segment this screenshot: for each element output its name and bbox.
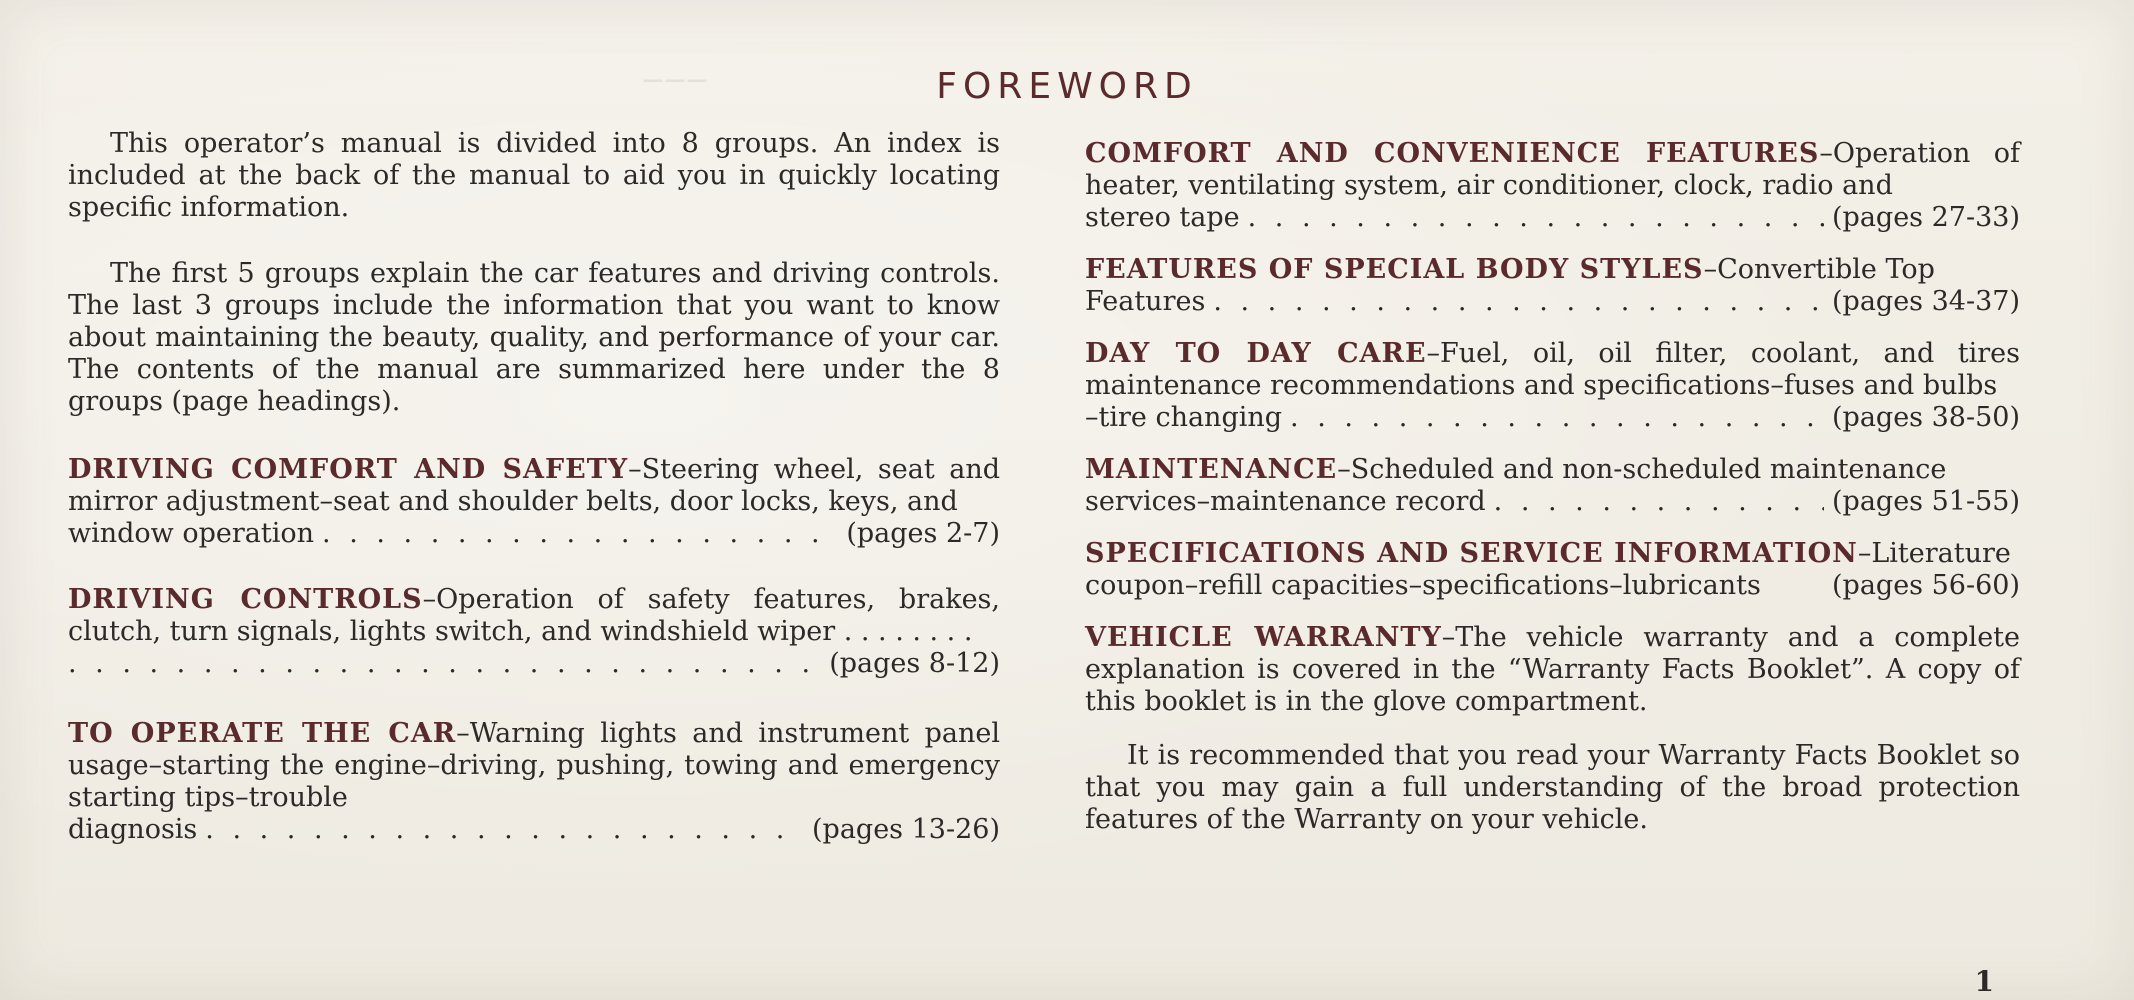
toc-page-line — [1085, 486, 2020, 518]
toc-entry-day-to-day-care — [1085, 338, 2020, 434]
bleed-through-text: ─── — [640, 64, 707, 99]
toc-entry-text — [68, 584, 1000, 648]
toc-description-end: diagnosis — [68, 814, 198, 845]
toc-entry-comfort-convenience — [1085, 138, 2020, 234]
toc-heading: SPECIFICATIONS AND SERVICE INFORMATION — [1085, 538, 1858, 569]
toc-page-line — [68, 518, 1000, 550]
leader-dots — [1290, 402, 1824, 434]
toc-page-line — [1085, 286, 2020, 318]
leader-dots — [205, 814, 804, 846]
leader-dots — [1248, 202, 1824, 234]
toc-description: –The vehicle warranty and a complete explanation is covered in the “Warranty Facts Booklet”. A copy of this booklet is in the glove compartment. — [1085, 622, 2020, 717]
page-number: 1 — [1974, 965, 1994, 998]
toc-page-range: (pages 27-33) — [1832, 202, 2020, 233]
toc-page-range: (pages 2-7) — [846, 518, 1000, 549]
closing-paragraph: It is recommended that you read your Warranty Facts Booklet so that you may gain a full understanding of the broad protection features of the Warranty on your vehicle. — [1085, 740, 2020, 835]
toc-heading: COMFORT AND CONVENIENCE FEATURES — [1085, 138, 1820, 169]
toc-description-end: window operation — [68, 518, 315, 549]
toc-entry-text — [68, 454, 1000, 518]
toc-description-end: coupon–refill capacities–specifications–lubricants — [1085, 570, 1761, 601]
toc-entry-text — [1085, 254, 2020, 286]
toc-description: –Operation of safety features, brakes, clutch, turn signals, lights switch, and windshield wiper . . . . . . . . — [68, 584, 1000, 647]
intro-paragraph-1: This operator’s manual is divided into 8 groups. An index is included at the back of the manual to aid you in quickly locating specific information. — [68, 128, 1000, 223]
toc-entry-maintenance — [1085, 454, 2020, 518]
toc-heading: VEHICLE WARRANTY — [1085, 622, 1442, 653]
toc-page-line — [68, 648, 1000, 680]
toc-entry-driving-comfort — [68, 454, 1000, 550]
toc-entry-specifications — [1085, 538, 2020, 602]
toc-heading: DRIVING COMFORT AND SAFETY — [68, 454, 629, 485]
toc-heading: DAY TO DAY CARE — [1085, 338, 1427, 369]
toc-description-end: stereo tape — [1085, 202, 1240, 233]
toc-entry-text — [1085, 338, 2020, 402]
toc-heading: MAINTENANCE — [1085, 454, 1338, 485]
toc-description-end: Features — [1085, 286, 1206, 317]
page-title: FOREWORD — [936, 66, 1198, 107]
toc-description-end: services–maintenance record — [1085, 486, 1486, 517]
leader-dots — [68, 648, 821, 680]
toc-entry-text — [1085, 622, 2020, 718]
toc-page-line — [68, 814, 1000, 846]
leader-dots — [1494, 486, 1824, 518]
toc-description: –Scheduled and non-scheduled maintenance — [1337, 454, 1947, 485]
toc-entry-operate-car — [68, 718, 1000, 846]
toc-entry-text — [1085, 538, 2020, 570]
toc-entry-text — [68, 718, 1000, 814]
toc-heading: TO OPERATE THE CAR — [68, 718, 457, 749]
toc-page-range: (pages 38-50) — [1832, 402, 2020, 433]
toc-page-range: (pages 8-12) — [829, 648, 1000, 679]
toc-entry-vehicle-warranty — [1085, 622, 2020, 718]
leader-dots — [1213, 286, 1824, 318]
toc-entry-driving-controls — [68, 584, 1000, 680]
toc-description: –Literature — [1857, 538, 2011, 569]
toc-page-range: (pages 34-37) — [1832, 286, 2020, 317]
toc-entry-text — [1085, 454, 2020, 486]
toc-description: –Convertible Top — [1703, 254, 1935, 285]
toc-page-line — [1085, 402, 2020, 434]
toc-heading: FEATURES OF SPECIAL BODY STYLES — [1085, 254, 1704, 285]
toc-entry-special-body-styles — [1085, 254, 2020, 318]
toc-description: –Warning lights and instrument panel usage–starting the engine–driving, pushing, towing and emergency starting tips–trouble — [68, 718, 1000, 813]
toc-page-line — [1085, 202, 2020, 234]
right-column — [1085, 138, 2020, 836]
toc-description: –Fuel, oil, oil filter, coolant, and tires maintenance recommendations and specifications–fuses and bulbs — [1085, 338, 2020, 401]
toc-description: –Operation of heater, ventilating system, air conditioner, clock, radio and — [1085, 138, 2020, 201]
toc-entry-text — [1085, 138, 2020, 202]
toc-page-range: (pages 56-60) — [1832, 570, 2020, 601]
toc-description-end: –tire changing — [1085, 402, 1283, 433]
toc-page-range: (pages 51-55) — [1832, 486, 2020, 517]
leader-dots — [322, 518, 838, 550]
toc-heading: DRIVING CONTROLS — [68, 584, 423, 615]
left-column — [68, 128, 1000, 846]
toc-description: –Steering wheel, seat and mirror adjustment–seat and shoulder belts, door locks, keys, and — [68, 454, 1000, 517]
intro-paragraph-2: The first 5 groups explain the car features and driving controls. The last 3 groups include the information that you want to know about maintaining the beauty, quality, and performance of your car. The contents of the manual are summarized here under the 8 groups (page headings). — [68, 258, 1000, 417]
toc-page-range: (pages 13-26) — [812, 814, 1000, 845]
toc-page-line — [1085, 570, 2020, 602]
